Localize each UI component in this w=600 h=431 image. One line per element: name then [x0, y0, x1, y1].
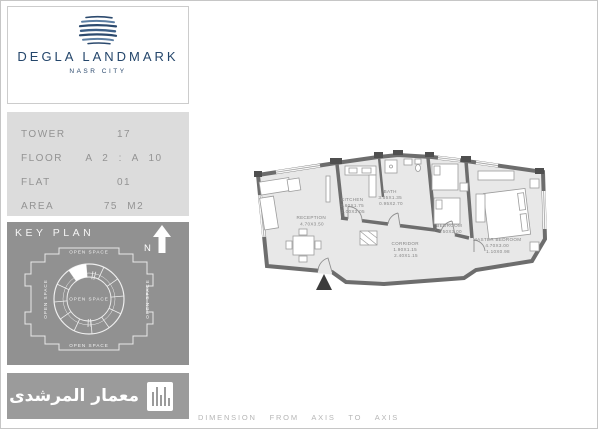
key-plan-panel — [7, 222, 189, 365]
info-value: 75 M2 — [103, 200, 145, 212]
entrance-arrow-icon — [316, 274, 332, 290]
info-row-tower — [7, 122, 189, 146]
room-label-master-bedroom: MASTER BEDROOM 4.70X3.00 1.10X0.98 — [473, 237, 522, 254]
open-space-label-left: OPEN SPACE — [43, 279, 48, 319]
info-value: 01 — [116, 176, 132, 188]
info-label: TOWER — [21, 128, 66, 140]
unit-info-panel — [7, 112, 189, 216]
brand-logo-box — [7, 6, 189, 104]
brand-subtitle: NASR CITY — [69, 68, 127, 75]
room-label-bath: BATH 3.55X1.35 0.95X2.70 — [378, 189, 403, 206]
brand-logo-icon — [68, 13, 128, 47]
room-label-kitchen: KITCHEN 2.60X1.75 1.00X3.05 — [340, 197, 365, 214]
architect-logo-icon — [147, 382, 173, 411]
open-space-label-top: OPEN SPACE — [69, 249, 109, 255]
info-label: FLAT — [21, 176, 51, 188]
north-label: N — [144, 243, 151, 254]
architect-name: معمار المرشدى — [9, 386, 139, 406]
hatched-cabinet — [360, 231, 377, 245]
highlighted-unit-marker — [69, 264, 87, 281]
open-space-label-right: OPEN SPACE — [145, 279, 150, 319]
room-label-bedroom: BEDROOM 3.50X3.00 — [436, 223, 463, 234]
north-arrow-icon — [144, 225, 171, 254]
open-space-label-center: OPEN SPACE — [69, 296, 109, 302]
info-value: 17 — [116, 128, 132, 140]
architect-logo-bar — [7, 373, 189, 419]
info-row-area — [7, 194, 189, 218]
info-label: AREA — [21, 200, 55, 212]
dimension-note: DIMENSION FROM AXIS TO AXIS — [198, 413, 400, 422]
floor-plan — [236, 139, 556, 294]
info-row-floor — [7, 146, 189, 170]
room-label-corridor: CORRIDOR 1.90X1.15 2.40X1.15 — [391, 241, 419, 258]
info-row-flat — [7, 170, 189, 194]
tv-unit — [326, 176, 330, 202]
room-label-reception: RECEPTION 4.70X3.50 — [296, 215, 326, 227]
brand-name: DEGLA LANDMARK — [17, 49, 179, 64]
open-space-label-bottom: OPEN SPACE — [69, 343, 109, 348]
info-label: FLOOR — [21, 152, 63, 164]
key-plan-title: KEY PLAN — [15, 227, 95, 239]
info-value: A 2 : A 10 — [85, 152, 163, 164]
